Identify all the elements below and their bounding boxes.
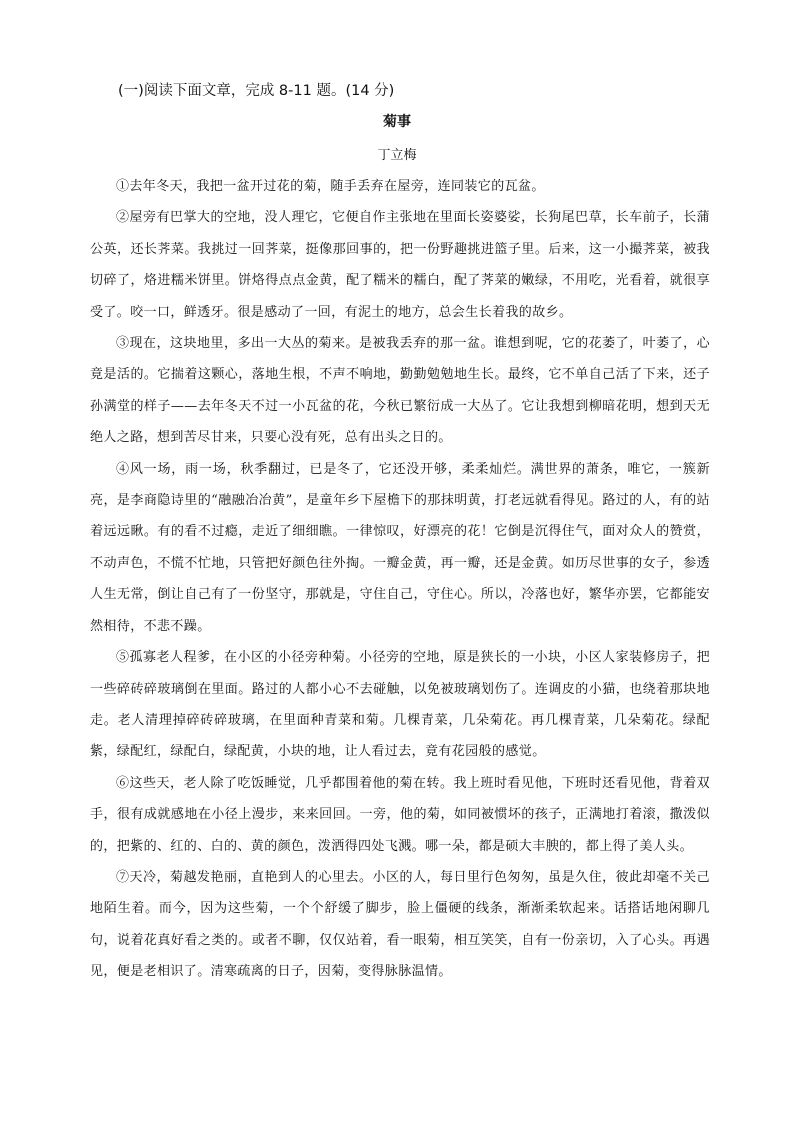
paragraph-1: ①去年冬天，我把一盆开过花的菊，随手丢弃在屋旁，连同装它的瓦盆。 (116, 179, 545, 194)
paragraph-6: ⑥这些天，老人除了吃饭睡觉，几乎都围着他的菊在转。我上班时看见他，下班时还看见他，背着双手，很有成就感地在小径上漫步，来来回回。一旁，他的菊，如同被惯坏的孩子，正满地打着滚，撒泼似的，把紫的、红的、白的、黄的颜色，泼洒得四处飞溅。哪一朵，都是硕大丰腴的，都上得了美人头。 (90, 775, 710, 854)
paragraph-2: ②屋旁有巴掌大的空地，没人理它，它便自作主张地在里面长姿婆娑，长狗尾巴草，长车前子，长蒲公英，还长荠菜。我挑过一回荠菜，挺像那回事的，把一份野趣挑进篮子里。后来，这一小撮荠菜，被我切碎了，烙进糯米饼里。饼烙得点点金黄，配了糯米的糯白，配了荠菜的嫩绿，不用吃，光看着，就很享受了。咬一口，鲜透牙。很是感动了一回，有泥土的地方，总会生长着我的故乡。 (90, 210, 710, 320)
paragraph-4: ④风一场，雨一场，秋季翻过，已是冬了，它还没开够，柔柔灿烂。满世界的萧条，唯它，一簇新亮，是李商隐诗里的“融融冶冶黄”，是童年乡下屋檐下的那抹明黄，打老远就看得见。路过的人，有的站着远远瞅。有的看不过瘾，走近了细细瞧。一律惊叹，好漂亮的花！它倒是沉得住气，面对众人的赞赏，不动声色，不慌不忙地，只管把好颜色往外掏。一瓣金黄，再一瓣，还是金黄。如历尽世事的女子，参透人生无常，倒让自己有了一份坚守，那就是，守住自己，守住心。所以，冷落也好，繁华亦罢，它都能安然相待，不悲不躁。 (90, 461, 710, 634)
article-title: 菊事 (383, 114, 411, 130)
paragraph-3: ③现在，这块地里，多出一大丛的菊来。是被我丢弃的那一盆。谁想到呢，它的花萎了，叶萎了，心竟是活的。它揣着这颗心，落地生根，不声不响地，勤勤勉勉地生长。最终，它不单自己活了下来，还子孙满堂的样子——去年冬天不过一小瓦盆的花，今秋已繁衍成一大丛了。它让我想到柳暗花明，想到天无绝人之路，想到苦尽甘来，只要心没有死，总有出头之日的。 (90, 336, 710, 446)
paragraph-5: ⑤孤寡老人程爹，在小区的小径旁种菊。小径旁的空地，原是狭长的一小块，小区人家装修房子，把一些碎砖碎玻璃倒在里面。路过的人都小心不去碰触，以免被玻璃划伤了。连调皮的小猫，也绕着那块地走。老人清理掉碎砖碎玻璃，在里面种青菜和菊。几棵青菜，几朵菊花。再几棵青菜，几朵菊花。绿配紫，绿配红，绿配白，绿配黄，小块的地，让人看过去，竟有花园般的感觉。 (90, 650, 710, 760)
article-body (90, 171, 710, 988)
question-heading: (一)阅读下面文章，完成 8-11 题。(14 分) (118, 83, 395, 99)
article-author: 丁立梅 (377, 148, 417, 163)
paragraph-7: ⑦天冷，菊越发艳丽，直艳到人的心里去。小区的人，每日里行色匆匆，虽是久住，彼此却毫不关己地陌生着。而今，因为这些菊，一个个舒缓了脚步，脸上僵硬的线条，渐渐柔软起来。话搭话地闲聊几句，说着花真好看之类的。或者不聊，仅仅站着，看一眼菊，相互笑笑，自有一份亲切，入了心头。再遇见，便是老相识了。清寒疏离的日子，因菊，变得脉脉温情。 (90, 869, 710, 980)
